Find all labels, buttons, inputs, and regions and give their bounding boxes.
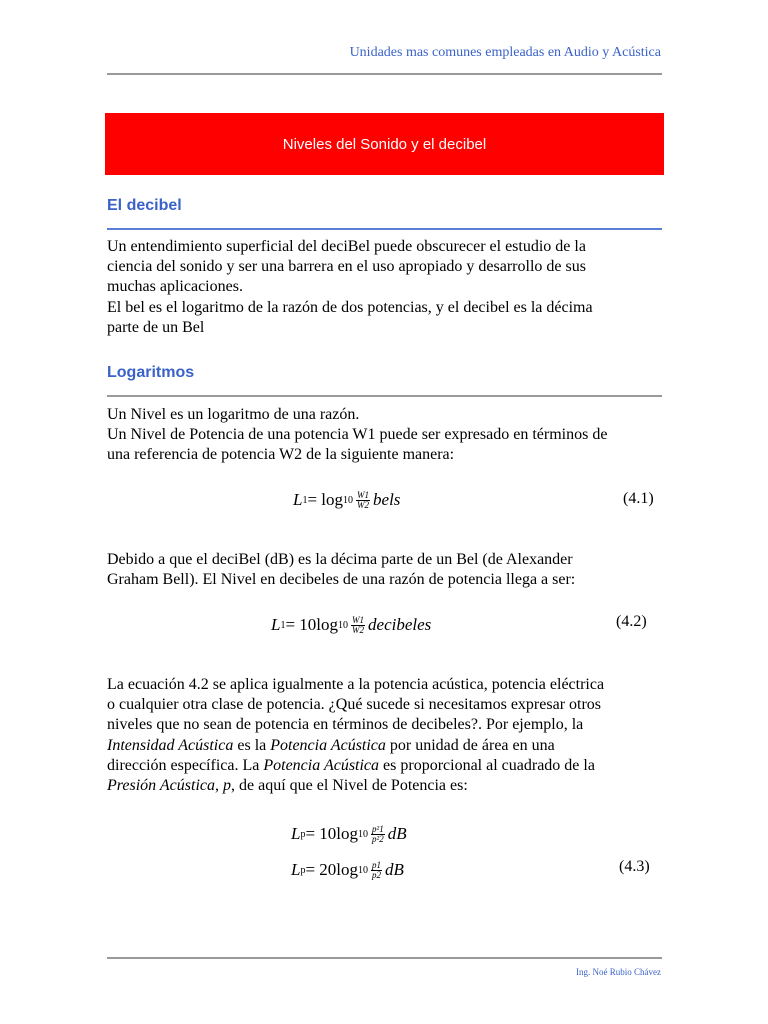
section-divider-logaritmos bbox=[107, 395, 662, 397]
eq-lhs-sub: 1 bbox=[280, 619, 286, 631]
eq-denominator: p²2 bbox=[372, 833, 384, 844]
eq-denominator: W2 bbox=[352, 624, 365, 635]
eq-unit: dB bbox=[385, 860, 404, 879]
eq-operator: = 20log bbox=[305, 860, 359, 879]
italic-term: Potencia Acústica bbox=[263, 756, 380, 774]
italic-term: Potencia Acústica bbox=[270, 736, 386, 754]
text-line: niveles que no sean de potencia en términos de decibeles?. Por ejemplo, la bbox=[107, 716, 584, 734]
equation-number-4-1: (4.1) bbox=[623, 490, 654, 507]
text-line bbox=[107, 756, 667, 776]
text-line: Un Nivel de Potencia de una potencia W1 puede ser expresado en términos de bbox=[107, 426, 608, 444]
eq-log-base: 10 bbox=[343, 494, 354, 506]
section-heading-decibel: El decibel bbox=[107, 197, 182, 214]
eq-lhs: L bbox=[291, 860, 301, 879]
eq-operator: = 10log bbox=[305, 824, 359, 843]
eq-fraction bbox=[351, 616, 365, 635]
eq-log-base: 10 bbox=[358, 864, 369, 876]
equation-number-4-2: (4.2) bbox=[616, 613, 647, 630]
text-line: El bel es el logaritmo de la razón de dos potencias, y el decibel es la décima bbox=[107, 298, 593, 316]
text-run: por unidad de área en una bbox=[385, 736, 555, 754]
eq-unit: dB bbox=[387, 824, 407, 843]
text-line: Un entendimiento superficial del deciBel puede obscurecer el estudio de la bbox=[107, 238, 586, 255]
text-line: ciencia del sonido y ser una barrera en el uso apropiado y desarrollo de sus bbox=[107, 258, 586, 276]
eq-operator: = 10log bbox=[285, 615, 339, 634]
header-divider bbox=[107, 73, 662, 75]
footer-divider bbox=[107, 957, 662, 959]
paragraph-after-eq1 bbox=[107, 550, 667, 590]
text-line: Un Nivel es un logaritmo de una razón. bbox=[107, 406, 360, 423]
text-run: es la bbox=[233, 736, 271, 754]
eq-fraction bbox=[371, 825, 385, 844]
eq-lhs-sub: p bbox=[300, 864, 306, 876]
eq-log-base: 10 bbox=[358, 828, 369, 840]
eq-numerator: W1 bbox=[352, 614, 365, 625]
text-run: dirección específica. La bbox=[107, 756, 264, 774]
paragraph-after-eq2 bbox=[107, 675, 667, 796]
eq-unit: bels bbox=[373, 490, 401, 509]
footer-author: Ing. Noé Rubio Chávez bbox=[576, 967, 661, 977]
italic-term: Intensidad Acústica bbox=[107, 736, 234, 754]
text-line: muchas aplicaciones. bbox=[107, 278, 243, 296]
eq-fraction bbox=[371, 861, 382, 880]
eq-lhs: L bbox=[291, 824, 301, 843]
section-heading-logaritmos: Logaritmos bbox=[107, 364, 195, 381]
eq-numerator: W1 bbox=[357, 489, 370, 500]
text-line: La ecuación 4.2 se aplica igualmente a la potencia acústica, potencia eléctrica bbox=[107, 676, 605, 693]
chapter-banner-title: Niveles del Sonido y el decibel bbox=[282, 135, 487, 153]
text-line: una referencia de potencia W2 de la siguiente manera: bbox=[107, 446, 455, 464]
eq-operator: = log bbox=[307, 490, 344, 509]
equation-number-4-3: (4.3) bbox=[619, 858, 650, 875]
text-line bbox=[107, 736, 667, 756]
italic-term: Presión Acústica bbox=[107, 777, 215, 795]
chapter-banner bbox=[105, 113, 664, 175]
eq-lhs: L bbox=[271, 615, 281, 634]
eq-numerator: p1 bbox=[372, 859, 382, 870]
equation-4-3-line-2 bbox=[291, 860, 404, 880]
equation-4-3-line-1 bbox=[291, 824, 407, 844]
eq-lhs-sub: p bbox=[300, 828, 306, 840]
italic-term: p bbox=[222, 777, 231, 795]
eq-fraction bbox=[356, 491, 370, 510]
eq-unit: decibeles bbox=[368, 615, 432, 634]
eq-denominator: W2 bbox=[357, 499, 370, 510]
eq-numerator: p²1 bbox=[372, 823, 384, 834]
text-run: , de aquí que el Nivel de Potencia es: bbox=[230, 777, 468, 795]
text-run: es proporcional al cuadrado de la bbox=[379, 756, 595, 774]
text-run: , bbox=[214, 777, 223, 795]
text-line: o cualquier otra clase de potencia. ¿Qué sucede si necesitamos expresar otros bbox=[107, 696, 602, 714]
text-line: parte de un Bel bbox=[107, 318, 205, 336]
eq-denominator: p2 bbox=[372, 869, 382, 880]
paragraph-decibel bbox=[107, 237, 667, 338]
eq-log-base: 10 bbox=[338, 619, 349, 631]
eq-lhs-sub: 1 bbox=[302, 494, 308, 506]
equation-4-1 bbox=[293, 490, 400, 510]
text-line bbox=[107, 776, 667, 796]
section-divider-decibel bbox=[107, 228, 662, 230]
running-header-title: Unidades mas comunes empleadas en Audio y Acústica bbox=[349, 45, 661, 60]
text-line: Debido a que el deciBel (dB) es la décima parte de un Bel (de Alexander bbox=[107, 551, 573, 568]
text-line: Graham Bell). El Nivel en decibeles de una razón de potencia llega a ser: bbox=[107, 571, 576, 589]
paragraph-logaritmos bbox=[107, 405, 667, 466]
eq-lhs: L bbox=[293, 490, 303, 509]
equation-4-2 bbox=[271, 615, 431, 635]
